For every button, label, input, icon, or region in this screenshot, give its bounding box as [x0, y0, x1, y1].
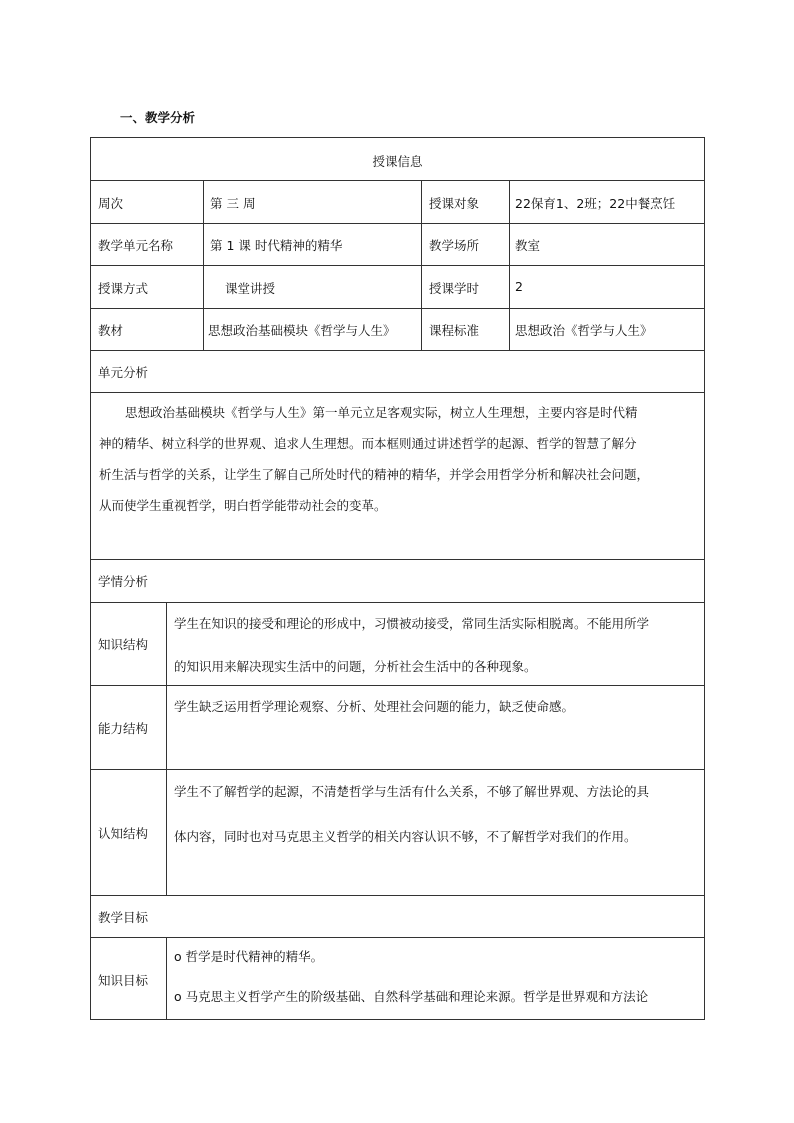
- hours-label: 授课学时: [429, 281, 480, 296]
- textbook-value: 思想政治基础模块《哲学与人生》: [208, 323, 396, 338]
- knowledge-structure-label: 知识结构: [98, 637, 149, 652]
- col-divider: [166, 937, 167, 1019]
- table-title: 授课信息: [372, 154, 423, 169]
- text-line: 学生不了解哲学的起源，不清楚哲学与生活有什么关系，不够了解世界观、方法论的具: [174, 784, 650, 799]
- text-line: 学生缺乏运用哲学理论观察、分析、处理社会问题的能力，缺乏使命感。: [174, 699, 575, 714]
- row-divider: [91, 180, 704, 181]
- knowledge-goal-label: 知识目标: [98, 973, 149, 988]
- ability-structure-text: [174, 685, 574, 728]
- cognitive-structure-text: [174, 769, 649, 859]
- col-divider: [421, 180, 422, 350]
- teaching-goals-title: 教学目标: [98, 910, 149, 925]
- text-line: 体内容，同时也对马克思主义哲学的相关内容认识不够，不了解哲学对我们的作用。: [174, 829, 637, 844]
- teaching-analysis-table: [90, 137, 705, 1020]
- knowledge-goal-text: [174, 937, 648, 1017]
- row-divider: [91, 265, 704, 266]
- unit-analysis-title: 单元分析: [98, 365, 149, 380]
- text-line: 学生在知识的接受和理论的形成中，习惯被动接受，常同生活实际相脱离。不能用所学: [174, 616, 650, 631]
- row-divider: [91, 350, 704, 351]
- paragraph-line: 神的精华、树立科学的世界观、追求人生理想。而本框则通过讲述哲学的起源、哲学的智慧了解分: [99, 436, 637, 451]
- learner-analysis-title: 学情分析: [98, 574, 149, 589]
- knowledge-structure-text: [174, 602, 649, 688]
- col-divider: [509, 180, 510, 350]
- unit-name-label: 教学单元名称: [98, 238, 174, 253]
- text-line: 的知识用来解决现实生活中的问题，分析社会生活中的各种现象。: [174, 659, 537, 674]
- row-divider: [91, 308, 704, 309]
- unit-name-value: 第 1 课 时代精神的精华: [210, 238, 343, 253]
- row-divider: [91, 559, 704, 560]
- method-value: 课堂讲授: [225, 281, 276, 296]
- standard-label: 课程标准: [429, 323, 480, 338]
- hours-value: 2: [515, 279, 523, 294]
- col-divider: [203, 180, 204, 350]
- unit-analysis-text: [99, 397, 699, 521]
- method-label: 授课方式: [98, 281, 149, 296]
- textbook-label: 教材: [98, 323, 124, 338]
- venue-value: 教室: [515, 238, 541, 253]
- row-divider: [91, 895, 704, 896]
- row-divider: [91, 392, 704, 393]
- paragraph-line: 从而使学生重视哲学，明白哲学能带动社会的变革。: [99, 498, 387, 513]
- week-label: 周次: [98, 196, 124, 211]
- row-divider: [91, 223, 704, 224]
- audience-label: 授课对象: [429, 196, 480, 211]
- venue-label: 教学场所: [429, 238, 480, 253]
- cognitive-structure-label: 认知结构: [98, 826, 149, 841]
- col-divider: [166, 602, 167, 895]
- week-value: 第 三 周: [210, 196, 256, 211]
- paragraph-line: 思想政治基础模块《哲学与人生》第一单元立足客观实际，树立人生理想，主要内容是时代精: [125, 405, 638, 420]
- text-line: o 哲学是时代精神的精华。: [174, 949, 324, 964]
- audience-value: 22保育1、2班；22中餐烹饪: [515, 196, 676, 211]
- section-heading: 一、教学分析: [120, 110, 196, 125]
- text-line: o 马克思主义哲学产生的阶级基础、自然科学基础和理论来源。哲学是世界观和方法论: [174, 989, 649, 1004]
- paragraph-line: 析生活与哲学的关系，让学生了解自己所处时代的精神的精华，并学会用哲学分析和解决社会问题，: [99, 467, 650, 482]
- ability-structure-label: 能力结构: [98, 721, 149, 736]
- standard-value: 思想政治《哲学与人生》: [515, 323, 653, 338]
